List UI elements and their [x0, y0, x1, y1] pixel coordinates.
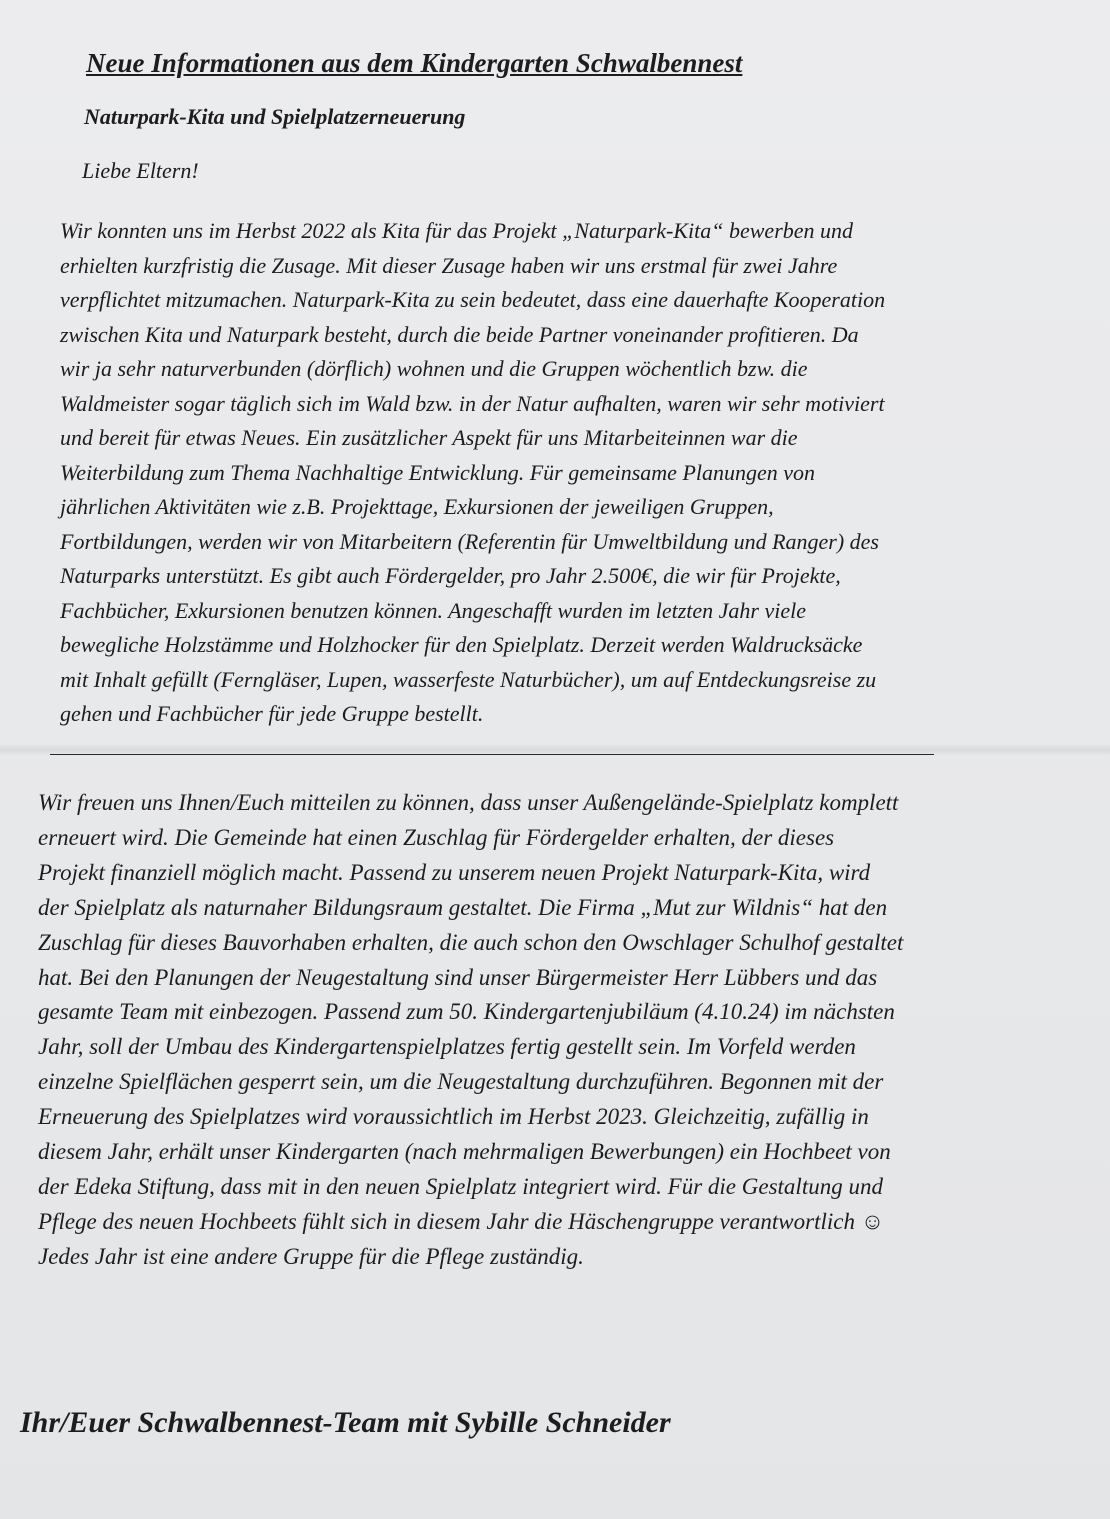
paragraph-line: gehen und Fachbücher für jede Gruppe bestellt.	[60, 701, 484, 726]
paragraph-line: erhielten kurzfristig die Zusage. Mit dieser Zusage haben wir uns erstmal für zwei Jahre	[60, 252, 838, 278]
paragraph-line: Naturparks unterstützt. Es gibt auch Fördergelder, pro Jahr 2.500€, die wir für Projekte,	[60, 563, 841, 588]
paragraph-line: hat. Bei den Planungen der Neugestaltung sind unser Bürgermeister Herr Lübbers und das	[38, 964, 878, 990]
salutation: Liebe Eltern!	[82, 158, 199, 183]
paragraph-line: bewegliche Holzstämme und Holzhocker für den Spielplatz. Derzeit werden Waldrucksäcke	[60, 632, 863, 657]
paragraph-line: erneuert wird. Die Gemeinde hat einen Zuschlag für Fördergelder erhalten, der dieses	[38, 824, 835, 850]
document-heading: Neue Informationen aus dem Kindergarten Schwalbennest	[86, 48, 743, 78]
paragraph-line: zwischen Kita und Naturpark besteht, durch die beide Partner voneinander profitieren. Da	[60, 321, 859, 347]
paragraph-line: Wir freuen uns Ihnen/Euch mitteilen zu können, dass unser Außengelände-Spielplatz komplett	[38, 790, 899, 815]
paragraph-line: Fortbildungen, werden wir von Mitarbeitern (Referentin für Umweltbildung und Ranger) des	[60, 528, 879, 554]
paragraph-line: Projekt finanziell möglich macht. Passend zu unserem neuen Projekt Naturpark-Kita, wird	[38, 859, 871, 885]
signature: Ihr/Euer Schwalbennest-Team mit Sybille Schneider	[20, 1406, 671, 1439]
paragraph-line: und bereit für etwas Neues. Ein zusätzlicher Aspekt für uns Mitarbeiteinnen war die	[60, 425, 798, 450]
section-divider	[50, 754, 934, 755]
paragraph-line: verpflichtet mitzumachen. Naturpark-Kita zu sein bedeutet, dass eine dauerhafte Kooperation	[60, 287, 886, 312]
paragraph-line: einzelne Spielflächen gesperrt sein, um die Neugestaltung durchzuführen. Begonnen mit der	[38, 1069, 884, 1095]
paragraph-line: mit Inhalt gefüllt (Ferngläser, Lupen, wasserfeste Naturbücher), um auf Entdeckungsreise zu	[60, 666, 877, 692]
paragraph-line: Jedes Jahr ist eine andere Gruppe für die Pflege zuständig.	[38, 1243, 584, 1269]
paragraph-line: Pflege des neuen Hochbeets fühlt sich in diesem Jahr die Häschengruppe verantwortlich ☺	[38, 1208, 885, 1234]
paragraph-line: diesem Jahr, erhält unser Kindergarten (nach mehrmaligen Bewerbungen) ein Hochbeet von	[38, 1139, 891, 1165]
document-subheading: Naturpark-Kita und Spielplatzerneuerung	[84, 104, 466, 129]
paragraph-line: Zuschlag für dieses Bauvorhaben erhalten, die auch schon den Owschlager Schulhof gestaltet	[38, 929, 904, 955]
paragraph-line: gesamte Team mit einbezogen. Passend zum 50. Kindergartenjubiläum (4.10.24) im nächsten	[38, 999, 895, 1025]
paragraph-line: Wir konnten uns im Herbst 2022 als Kita für das Projekt „Naturpark-Kita“ bewerben und	[60, 218, 854, 243]
paragraph-line: Jahr, soll der Umbau des Kindergartenspielplatzes fertig gestellt sein. Im Vorfeld werden	[38, 1034, 856, 1060]
paragraph-line: Weiterbildung zum Thema Nachhaltige Entwicklung. Für gemeinsame Planungen von	[60, 459, 816, 485]
paragraph-line: der Edeka Stiftung, dass mit in den neuen Spielplatz integriert wird. Für die Gestaltung und	[38, 1173, 883, 1199]
paragraph-naturpark-kita	[60, 214, 885, 732]
paragraph-spielplatz	[38, 786, 903, 1275]
paragraph-line: Erneuerung des Spielplatzes wird voraussichtlich im Herbst 2023. Gleichzeitig, zufällig in	[38, 1104, 869, 1130]
paragraph-line: Waldmeister sogar täglich sich im Wald bzw. in der Natur aufhalten, waren wir sehr motiviert	[60, 390, 885, 416]
paragraph-line: Fachbücher, Exkursionen benutzen können. Angeschafft wurden im letzten Jahr viele	[60, 597, 806, 623]
paragraph-line: jährlichen Aktivitäten wie z.B. Projekttage, Exkursionen der jeweiligen Gruppen,	[60, 494, 774, 519]
paragraph-line: wir ja sehr naturverbunden (dörflich) wohnen und die Gruppen wöchentlich bzw. die	[60, 356, 808, 381]
paragraph-line: der Spielplatz als naturnaher Bildungsraum gestaltet. Die Firma „Mut zur Wildnis“ hat den	[38, 894, 888, 920]
